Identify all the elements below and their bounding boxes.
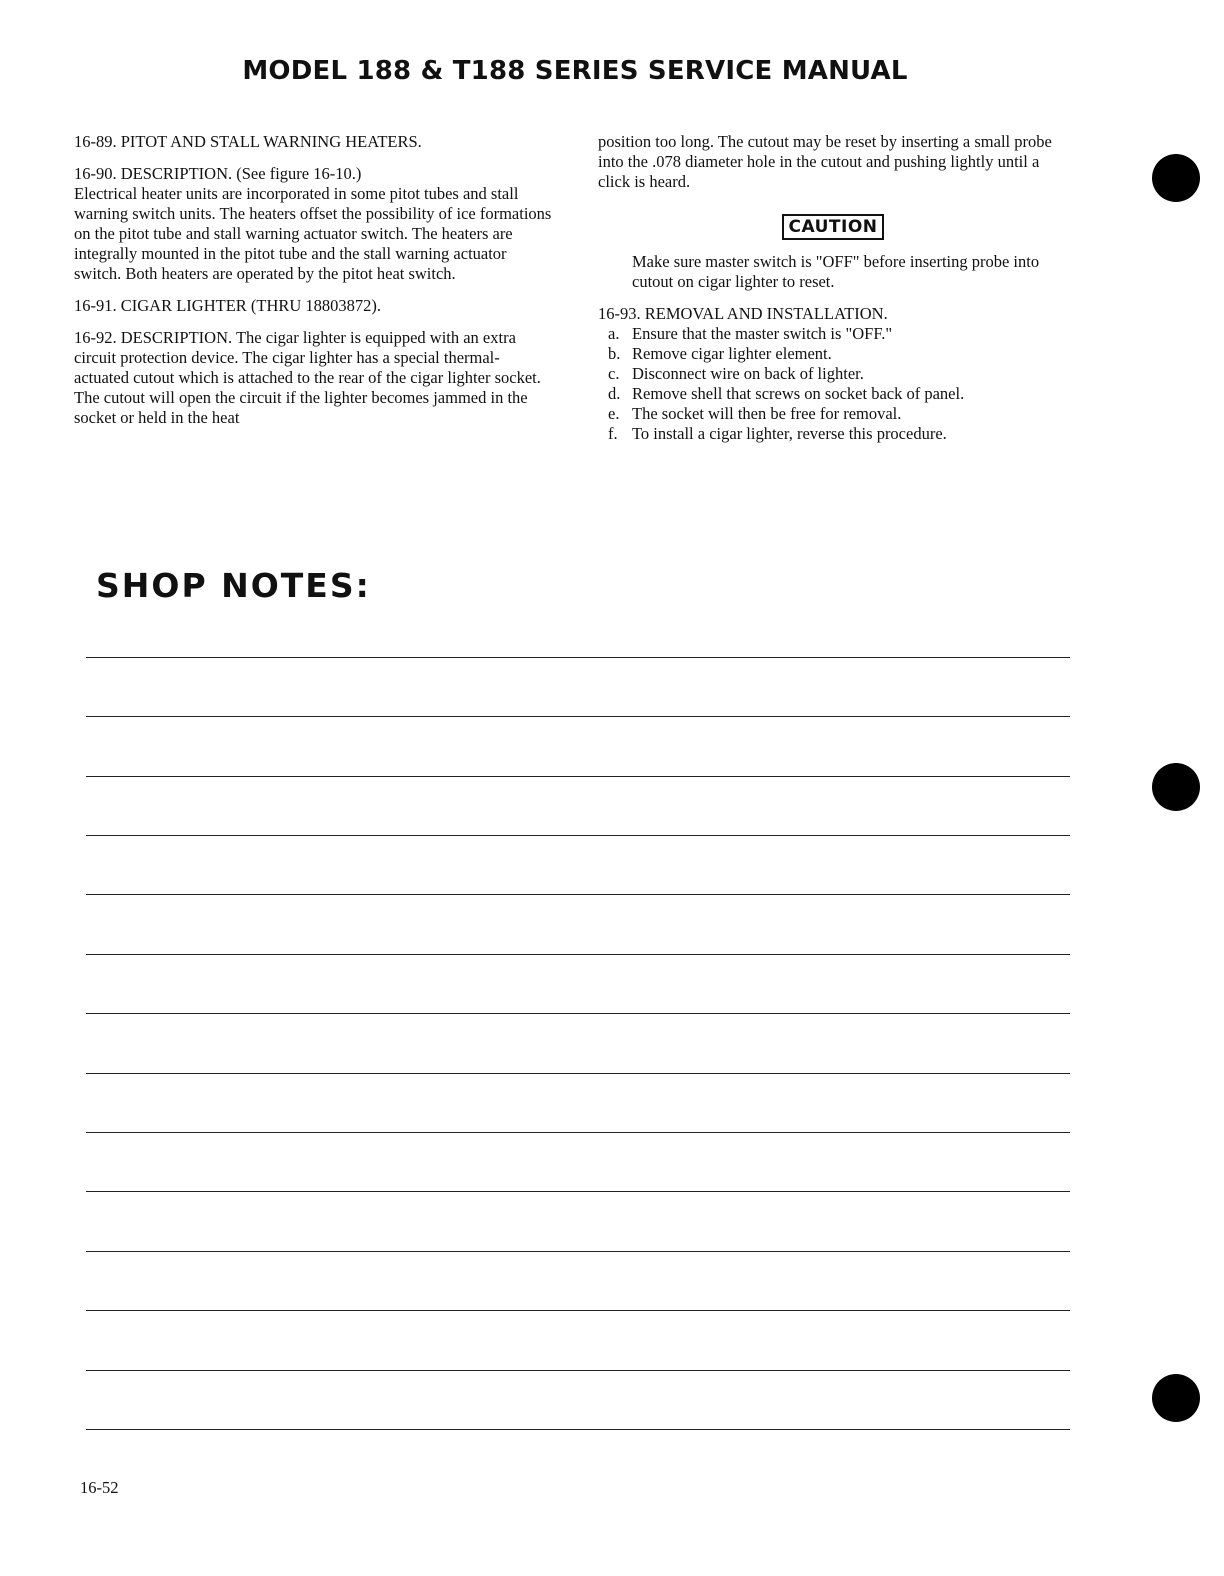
removal-steps-list	[598, 324, 1068, 444]
section-16-89-heading: 16-89. PITOT AND STALL WARNING HEATERS.	[74, 132, 422, 151]
step-letter: c.	[608, 364, 620, 383]
section-16-90-body: Electrical heater units are incorporated in some pitot tubes and stall warning switch units. The heaters offset the possibility of ice formations on the pitot tube and stall warning actuator switch. The heaters are integrally mounted in the pitot tube and the stall warning actuator switch. Both heaters are operated by the pitot heat switch.	[74, 184, 552, 283]
note-line	[86, 835, 1070, 836]
caution-text: Make sure master switch is "OFF" before inserting probe into cutout on cigar lighter to reset.	[632, 252, 1040, 291]
left-column	[74, 132, 554, 440]
step-item	[598, 364, 1068, 384]
step-item	[598, 384, 1068, 404]
step-item	[598, 404, 1068, 424]
binder-hole-icon	[1152, 154, 1200, 202]
step-letter: e.	[608, 404, 620, 423]
page-number: 16-52	[80, 1478, 119, 1497]
note-line	[86, 1013, 1070, 1014]
step-text: Remove shell that screws on socket back of panel.	[632, 384, 965, 403]
section-16-92-body: The cigar lighter is equipped with an extra circuit protection device. The cigar lighter has a special thermal-actuated cutout which is attached to the rear of the cigar lighter socket. The cutout will open the circuit if the lighter becomes jammed in the socket or held in the heat	[74, 328, 541, 427]
step-text: Remove cigar lighter element.	[632, 344, 832, 363]
step-text: The socket will then be free for removal.	[632, 404, 902, 423]
page-title: MODEL 188 & T188 SERIES SERVICE MANUAL	[242, 56, 908, 86]
step-text: Ensure that the master switch is "OFF."	[632, 324, 893, 343]
right-column	[598, 132, 1068, 444]
note-line	[86, 954, 1070, 955]
note-line	[86, 1429, 1070, 1430]
step-letter: d.	[608, 384, 621, 403]
note-line	[86, 1310, 1070, 1311]
step-text: Disconnect wire on back of lighter.	[632, 364, 864, 383]
section-16-91-heading: 16-91. CIGAR LIGHTER (THRU 18803872).	[74, 296, 382, 315]
section-16-93-heading: 16-93. REMOVAL AND INSTALLATION.	[598, 304, 888, 323]
note-line	[86, 1191, 1070, 1192]
binder-hole-icon	[1152, 1374, 1200, 1422]
note-line	[86, 1251, 1070, 1252]
note-line	[86, 1370, 1070, 1371]
shop-notes-title: SHOP NOTES:	[96, 566, 371, 605]
caution-label: CAUTION	[782, 214, 883, 240]
step-item	[598, 424, 1068, 444]
caution-label-wrapper	[598, 214, 1068, 240]
step-item	[598, 344, 1068, 364]
section-16-90-heading: 16-90. DESCRIPTION. (See figure 16-10.)	[74, 164, 362, 183]
section-16-92-heading: 16-92. DESCRIPTION.	[74, 328, 233, 347]
step-letter: b.	[608, 344, 621, 363]
step-letter: f.	[608, 424, 618, 443]
note-line	[86, 716, 1070, 717]
section-16-92-continuation: position too long. The cutout may be reset by inserting a small probe into the .078 diameter hole in the cutout and pushing lightly until a click is heard.	[598, 132, 1052, 191]
note-line	[86, 1073, 1070, 1074]
binder-hole-icon	[1152, 763, 1200, 811]
section-16-92	[74, 328, 554, 428]
step-item	[598, 324, 1068, 344]
note-line	[86, 776, 1070, 777]
step-text: To install a cigar lighter, reverse this procedure.	[632, 424, 947, 443]
step-letter: a.	[608, 324, 620, 343]
note-line	[86, 1132, 1070, 1133]
note-line	[86, 657, 1070, 658]
section-16-90	[74, 164, 554, 284]
note-line	[86, 894, 1070, 895]
